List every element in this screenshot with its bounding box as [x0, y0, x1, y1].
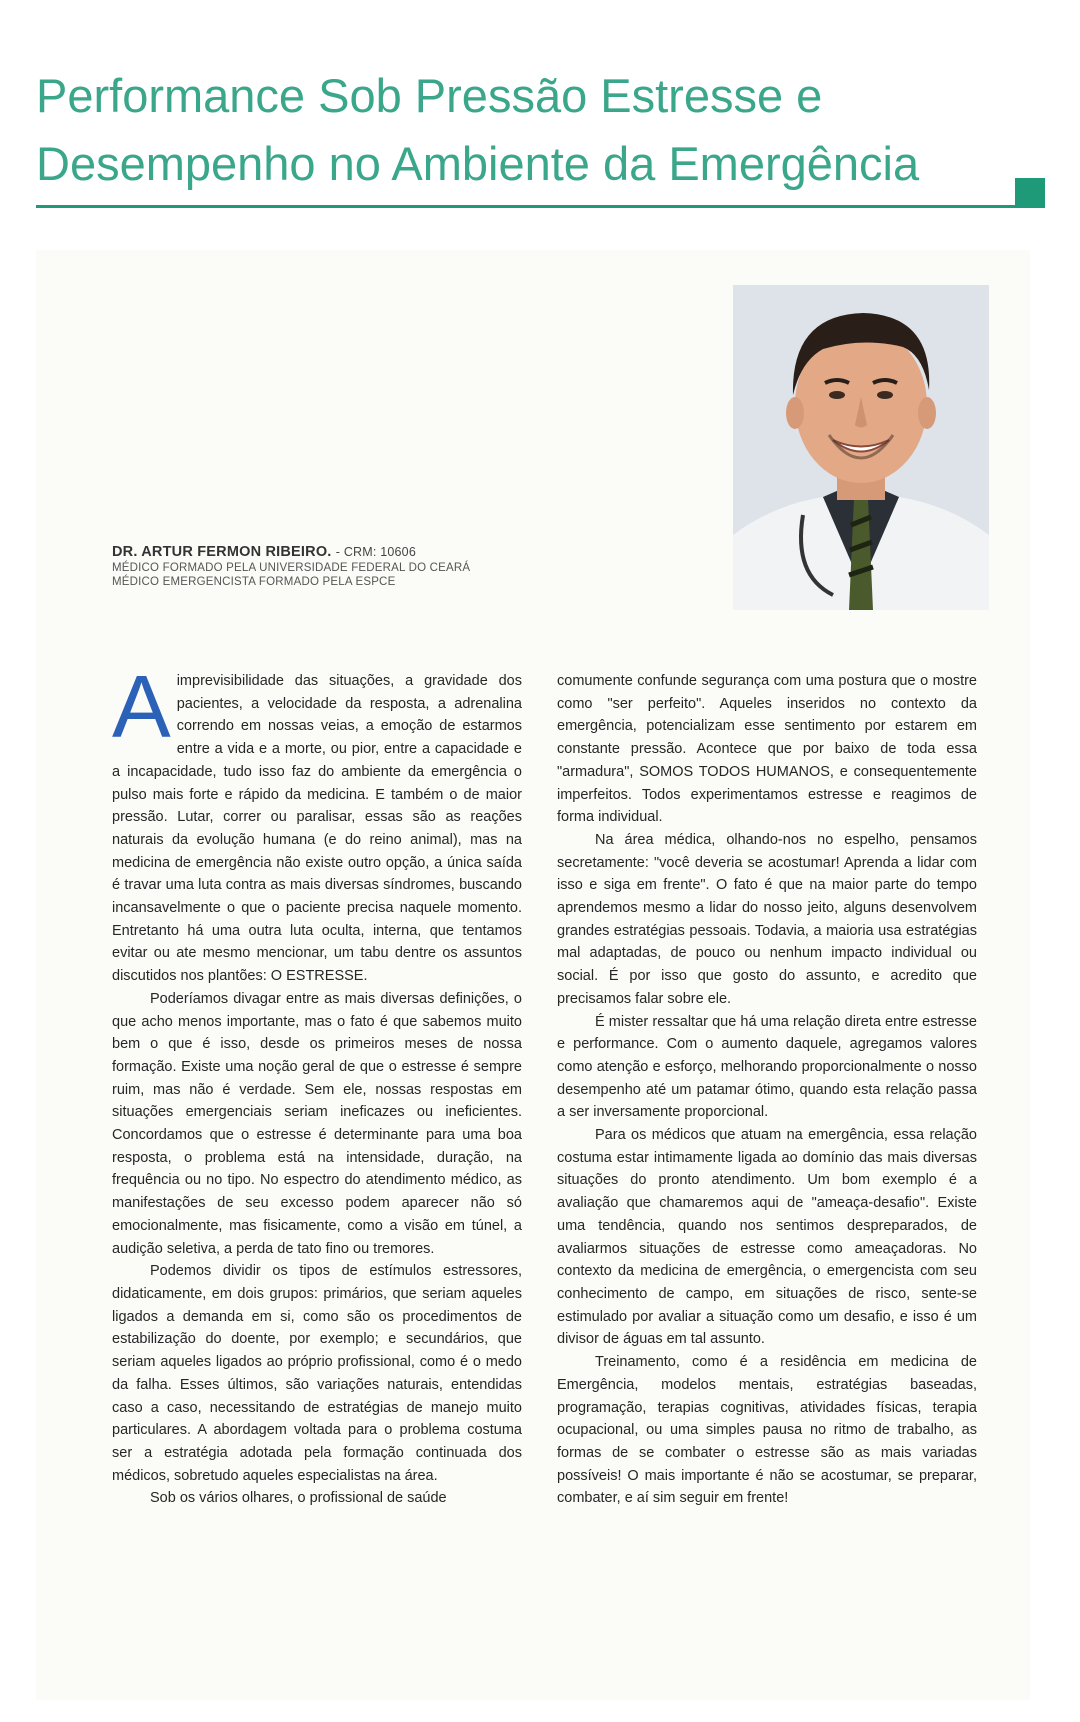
- title-line-1: Performance Sob Pressão Estresse e: [36, 69, 823, 122]
- article-paragraph: Na área médica, olhando-nos no espelho, pensamos secretamente: "você deveria se acostumar! Aprenda a lidar com isso e siga em frente". O fato é que na maior parte do tempo aprendemos mesmo a lidar do nosso jeito, alguns desenvolvem grandes estratégias pessoais. Todavia, a maioria usa estratégias mal adaptadas, de pouco ou nenhum impacto individual ou social. É por isso que gosto do assunto, e acredito que precisamos falar sobre ele.: [557, 831, 977, 1007]
- author-name: DR. ARTUR FERMON RIBEIRO.: [112, 544, 332, 560]
- author-byline: [112, 544, 672, 588]
- author-portrait-illustration: [733, 285, 989, 610]
- article-paragraph: Aimprevisibilidade das situações, a gravidade dos pacientes, a velocidade da resposta, a adrenalina correndo em nossas veias, a emoção de estarmos entre a vida e a morte, ou pior, entre a capacidade e a incapacidade, tudo isso faz do ambiente da emergência o pulso mais forte e rápido da medicina. E também o de maior pressão. Lutar, correr ou paralisar, essas são as reações naturais da evolução humana (e do reino animal), mas na medicina de emergência não existe outro opção, a única saída é travar uma luta contra as mais diversas síndromes, buscando incansavelmente o que o paciente precisa naquele momento. Entretanto há uma outra luta oculta, interna, que tentamos evitar ou ate mesmo mencionar, um tabu dentre os assuntos discutidos nos plantões: O ESTRESSE.: [112, 657, 522, 985]
- author-crm: - CRM: 10606: [335, 545, 416, 559]
- article-column-right: [557, 670, 977, 1510]
- article-column-left: [112, 657, 522, 1510]
- article-paragraph: Para os médicos que atuam na emergência, essa relação costuma estar intimamente ligada ao domínio das mais diversas situações do pronto atendimento. Um bom exemplo é a avaliação que chamaremos aqui de "ameaça-desafio". Existe uma tendência, quando nos sentimos despreparados, de avaliarmos situações de estresse como ameaçadoras. No contexto da medicina de emergência, o emergencista com seu conhecimento de campo, em situações de risco, sente-se estimulado por avaliar a situação como um desafio, e isso é um divisor de águas em tal assunto.: [557, 1127, 977, 1348]
- article-paragraph: Treinamento, como é a residência em medicina de Emergência, modelos mentais, estratégias baseadas, programação, terapias cognitivas, atividades físicas, terapia ocupacional, ou uma simples pausa no ritmo de trabalho, as formas de se combater o estresse são as mais variadas possíveis! O mais importante é não se acostumar, se preparar, combater, e aí sim seguir em frente!: [557, 1354, 977, 1507]
- accent-square: [1015, 178, 1045, 208]
- author-photo: [733, 285, 989, 610]
- drop-cap: A: [112, 657, 171, 756]
- article-paragraph: É mister ressaltar que há uma relação direta entre estresse e performance. Com o aumento daquele, agregamos valores como atenção e esforço, melhorando proporcionalmente o nosso desempenho até um patamar ótimo, quando esta relação passa a ser inversamente proporcional.: [557, 1013, 977, 1121]
- title-divider: [36, 205, 1016, 208]
- article-paragraph: comumente confunde segurança com uma postura que o mostre como "ser perfeito". Aqueles inseridos no contexto da emergência, potencializam esse sentimento por estarem em constante pressão. Acontece que por baixo de toda essa "armadura", SOMOS TODOS HUMANOS, e consequentemente imperfeitos. Todos experimentamos estresse e reagimos de forma individual.: [557, 673, 977, 826]
- author-credential-2: MÉDICO EMERGENCISTA FORMADO PELA ESPCE: [112, 576, 396, 588]
- page-title: [36, 62, 976, 198]
- article-paragraph: Sob os vários olhares, o profissional de saúde: [150, 1490, 447, 1507]
- title-line-2: Desempenho no Ambiente da Emergência: [36, 137, 920, 190]
- article-paragraph: Podemos dividir os tipos de estímulos estressores, didaticamente, em dois grupos: primários, que seriam aqueles ligados a demanda em si, como são os procedimentos de estabilização do doente, por exemplo; e secundários, que seriam aqueles ligados ao próprio profissional, como é o medo da falha. Esses últimos, são variações naturais, entendidas caso a caso, necessitando de estratégias de manejo muito particulares. A abordagem voltada para o problema costuma ser a estratégia adotada pela formação continuada dos médicos, sobretudo aqueles especialistas na área.: [112, 1263, 522, 1484]
- article-paragraph: Poderíamos divagar entre as mais diversas definições, o que acho menos importante, mas o fato é que sabemos muito bem o que é isso, desde os primeiros meses de nossa formação. Existe uma noção geral de que o estresse é sempre ruim, mas não é verdade. Sem ele, nossas respostas em situações emergenciais seriam ineficazes ou ineficientes. Concordamos que o estresse é determinante para uma boa resposta, o problema está na intensidade, duração, na frequência ou no tipo. No espectro do atendimento médico, as manifestações de seu excesso podem aparecer não só emocionalmente, mas fisicamente, como a visão em túnel, a audição seletiva, a perda de tato fino ou tremores.: [112, 990, 522, 1257]
- author-credential-1: MÉDICO FORMADO PELA UNIVERSIDADE FEDERAL DO CEARÁ: [112, 562, 471, 574]
